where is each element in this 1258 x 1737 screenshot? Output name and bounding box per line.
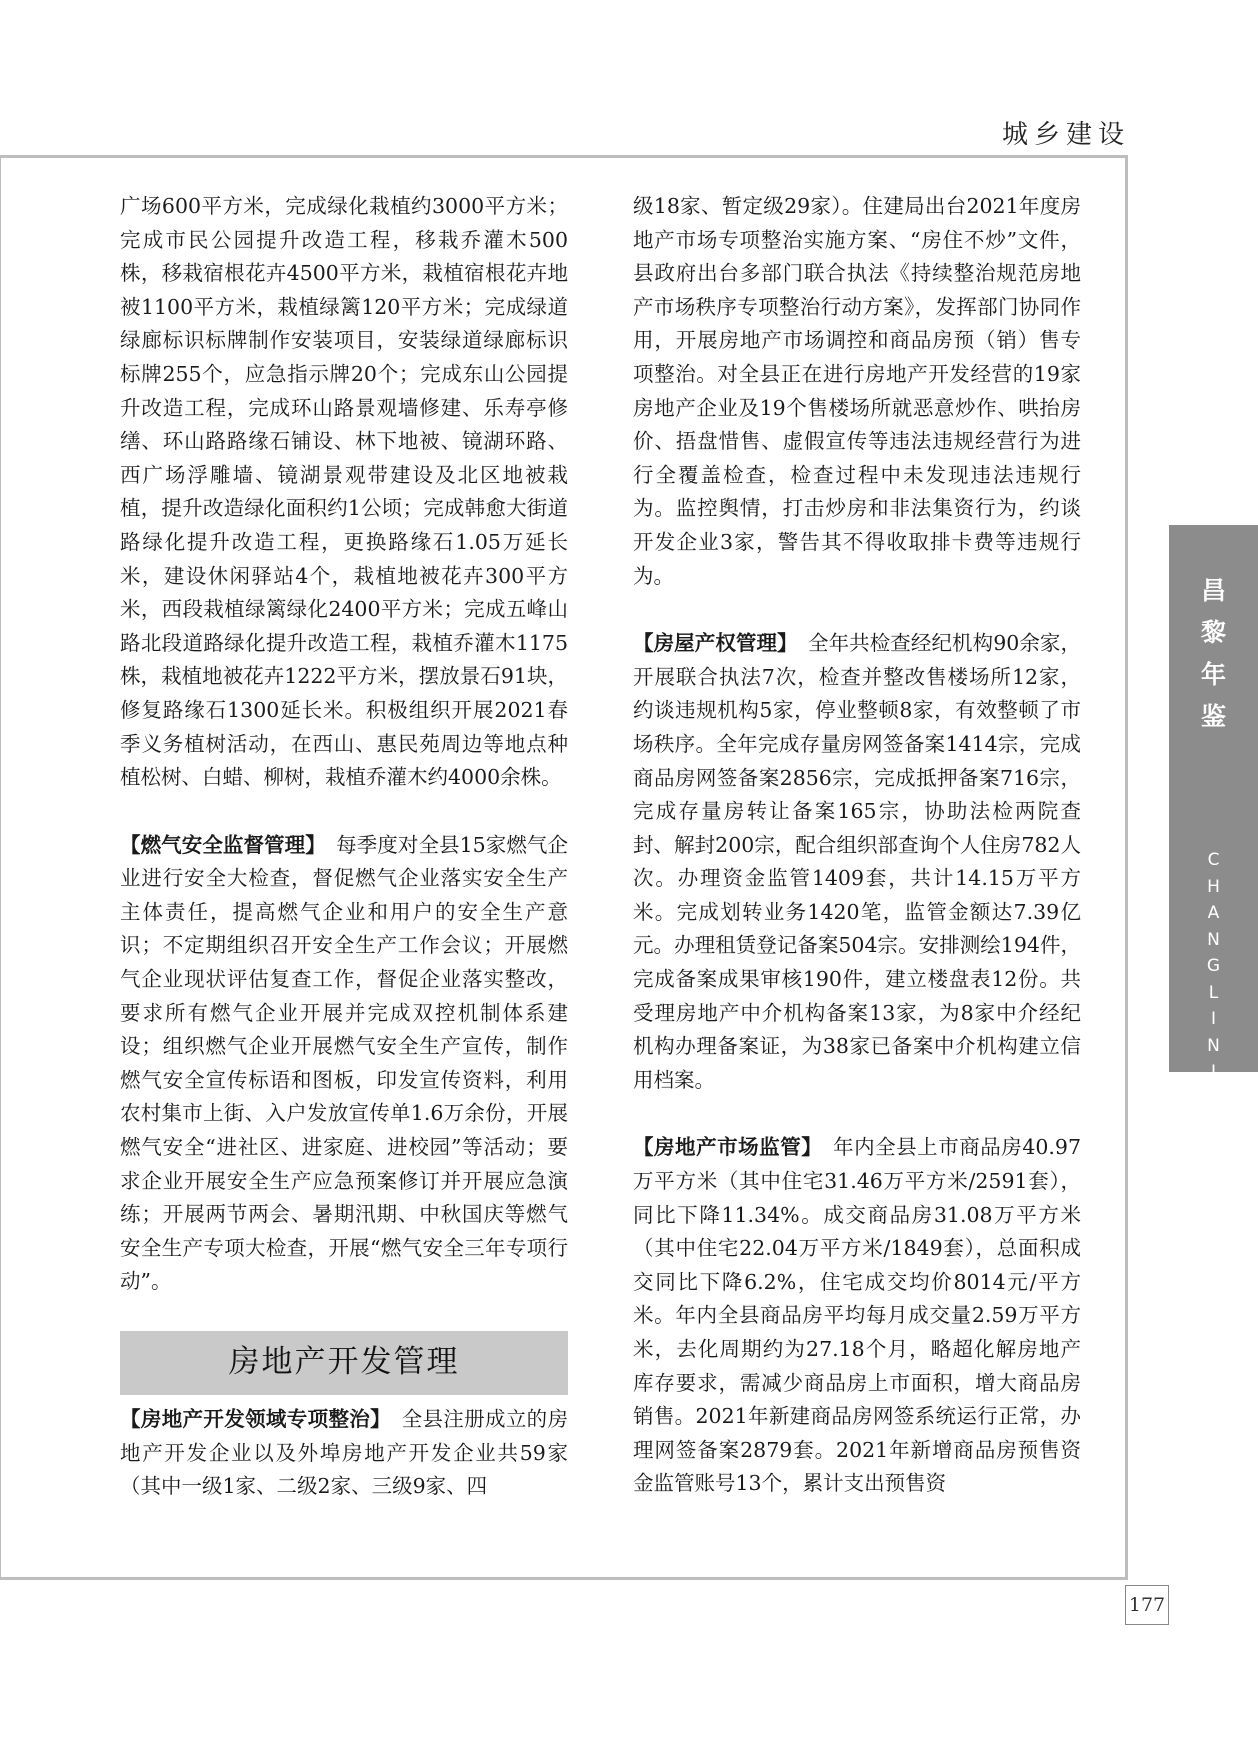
section-title: 房地产开发管理 <box>120 1331 568 1395</box>
side-letter: L <box>1208 982 1219 1003</box>
market-supervision-heading: 【房地产市场监管】 <box>633 1135 813 1160</box>
yearbook-side-tab <box>1169 525 1258 1241</box>
side-tab-title-en <box>1169 847 1258 1245</box>
side-letter: I <box>1210 1009 1216 1029</box>
gas-safety-heading: 【燃气安全监督管理】 <box>120 832 316 857</box>
side-char: 昌 <box>1200 576 1226 605</box>
running-header: 城乡建设 <box>1001 120 1130 150</box>
side-letter: H <box>1207 876 1220 897</box>
side-letter: A <box>1207 1194 1220 1215</box>
rectification-text: 全县注册成立的房地产开发企业以及外埠房地产开发企业共59家（其中一级1家、二级2家、三级9家、四 <box>120 1407 569 1499</box>
page-number: 177 <box>1125 1585 1169 1625</box>
side-letter: N <box>1207 1115 1220 1135</box>
rectification-heading: 【房地产开发领域专项整治】 <box>120 1407 381 1431</box>
side-letter: I <box>1210 1062 1216 1082</box>
side-tab-title-cn <box>1169 570 1258 738</box>
side-letter: G <box>1206 956 1221 976</box>
side-letter: I <box>1210 1168 1216 1188</box>
side-letter: A <box>1207 1088 1220 1109</box>
property-rights-text: 全年共检查经纪机构90余家，开展联合执法7次，检查并整改售楼场所12家，约谈违规机构5家，停业整顿8家，有效整顿了市场秩序。全年完成存量房网签备案1414宗，完成商品房网签备案2856宗，完成抵押备案716宗，完成存量房转让备案165宗，协助法检两院查封、解封200宗，配合组织部查询个人住房782人次。办理资金监管1409套，共计14.15万平方米。完成划转业务1420笔，监管金额达7.39亿元。办理租赁登记备案504宗。安排测绘194件，完成备案成果审核190件，建立楼盘表12份。共受理房地产中介机构备案13家，为8家中介经纪机构办理备案证，为38家已备案中介机构建立信用档案。 <box>633 631 1082 1092</box>
side-letter: N <box>1207 1035 1220 1056</box>
property-rights-paragraph <box>633 627 1081 1097</box>
side-char: 鉴 <box>1200 702 1226 731</box>
side-letter: A <box>1207 903 1220 923</box>
greening-paragraph: 广场600平方米，完成绿化栽植约3000平方米；完成市民公园提升改造工程，移栽乔灌木500株，移栽宿根花卉4500平方米，栽植宿根花卉地被1100平方米，栽植绿篱120平方米；完成绿道绿廊标识标牌制作安装项目，安装绿道绿廊标识标牌255个，应急指示牌20个；完成东山公园提升改造工程，完成环山路景观墙修建、乐寿亭修缮、环山路路缘石铺设、林下地被、镜湖环路、西广场浮雕墙、镜湖景观带建设及北区地被栽植，提升改造绿化面积约1公顷；完成韩愈大街道路绿化提升改造工程，更换路缘石1.05万延长米，建设休闲驿站4个，栽植地被花卉300平方米，西段栽植绿篱绿化2400平方米；完成五峰山路北段道路绿化提升改造工程，栽植乔灌木1175株，栽植地被花卉1222平方米，摆放景石91块，修复路缘石1300延长米。积极组织开展2021春季义务植树活动，在西山、惠民苑周边等地点种植松树、白蜡、柳树，栽植乔灌木约4000余株。 <box>120 194 568 790</box>
side-letter: N <box>1207 929 1220 950</box>
side-letter: N <box>1207 1221 1220 1241</box>
right-column <box>633 190 1081 1501</box>
market-supervision-paragraph <box>633 1131 1081 1501</box>
gas-safety-paragraph <box>120 829 568 1299</box>
left-column <box>120 190 568 1504</box>
side-letter: C <box>1207 850 1220 870</box>
side-char: 年 <box>1200 660 1226 689</box>
rectification-paragraph <box>120 1403 568 1504</box>
rectification-continued: 级18家、暂定级29家）。住建局出台2021年度房地产市场专项整治实施方案、“房住不炒”文件，县政府出台多部门联合执法《持续整治规范房地产市场秩序专项整治行动方案》，发挥部门协同作用，开展房地产市场调控和商品房预（销）售专项整治。对全县正在进行房地产开发经营的19家房地产企业及19个售楼场所就恶意炒作、哄抬房价、捂盘惜售、虚假宣传等违法违规经营行为进行全覆盖检查，检查过程中未发现违法违规行为。监控舆情，打击炒房和非法集资行为，约谈开发企业3家，警告其不得收取排卡费等违规行为。 <box>633 194 1081 588</box>
market-supervision-text: 年内全县上市商品房40.97万平方米（其中住宅31.46万平方米/2591套），同比下降11.34%。成交商品房31.08万平方米（其中住宅22.04万平方米/1849套），总面积成交同比下降6.2%，住宅成交均价8014元/平方米。年内全县商品房平均每月成交量2.59万平方米，去化周期约为27.18个月，略超化解房地产库存要求，需减少商品房上市面积，增大商品房销售。2021年新建商品房网签系统运行正常，办理网签备案2879套。2021年新增商品房预售资金监管账号13个，累计支出预售资 <box>633 1135 1082 1496</box>
gas-safety-text: 每季度对全县15家燃气企业进行安全大检查，督促燃气企业落实安全生产主体责任，提高燃气企业和用户的安全生产意识；不定期组织召开安全生产工作会议；开展燃气企业现状评估复查工作，督促企业落实整改，要求所有燃气企业开展并完成双控机制体系建设；组织燃气企业开展燃气安全生产宣传，制作燃气安全宣传标语和图板，印发宣传资料，利用农村集市上街、入户发放宣传单1.6万余份，开展燃气安全“进社区、进家庭、进校园”等活动；要求企业开展安全生产应急预案修订并开展应急演练；开展两节两会、暑期汛期、中秋国庆等燃气安全生产专项大检查，开展“燃气安全三年专项行动”。 <box>120 832 569 1294</box>
side-letter: J <box>1210 1141 1216 1162</box>
property-rights-heading: 【房屋产权管理】 <box>633 631 788 656</box>
side-char: 黎 <box>1200 618 1226 647</box>
